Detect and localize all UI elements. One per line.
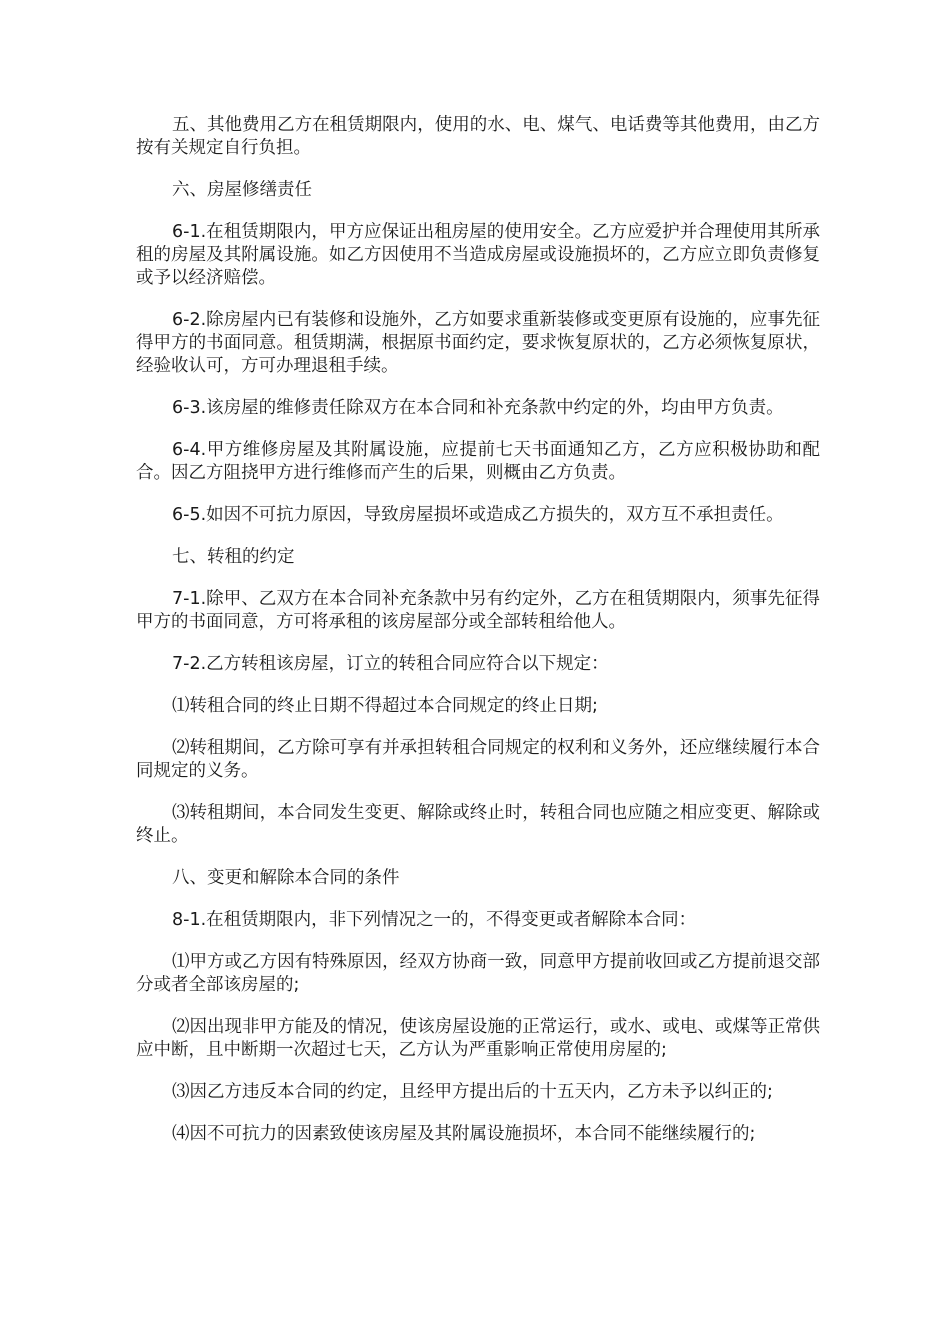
clause-8-1-item-2: ⑵因出现非甲方能及的情况，使该房屋设施的正常运行，或水、或电、或煤等正常供应中断，且中断期一次超过七天，乙方认为严重影响正常使用房屋的; xyxy=(136,1017,820,1060)
heading-change-termination: 八、变更和解除本合同的条件 xyxy=(172,868,400,888)
clause-6-3: 6-3.该房屋的维修责任除双方在本合同和补充条款中约定的外，均由甲方负责。 xyxy=(172,398,784,418)
clause-7-2: 7-2.乙方转租该房屋，订立的转租合同应符合以下规定： xyxy=(172,654,609,674)
clause-6-4: 6-4.甲方维修房屋及其附属设施，应提前七天书面通知乙方，乙方应积极协助和配合。因乙方阻挠甲方进行维修而产生的后果，则概由乙方负责。 xyxy=(136,440,820,483)
clause-7-2-item-2: ⑵转租期间，乙方除可享有并承担转租合同规定的权利和义务外，还应继续履行本合同规定的义务。 xyxy=(136,738,820,781)
clause-7-2-item-1: ⑴转租合同的终止日期不得超过本合同规定的终止日期; xyxy=(172,696,598,716)
heading-sublease: 七、转租的约定 xyxy=(172,547,295,567)
clause-6-5: 6-5.如因不可抗力原因，导致房屋损坏或造成乙方损失的，双方互不承担责任。 xyxy=(172,505,784,525)
document-body xyxy=(136,114,820,1165)
clause-8-1-item-3: ⑶因乙方违反本合同的约定，且经甲方提出后的十五天内，乙方未予以纠正的; xyxy=(172,1082,773,1102)
heading-repair-responsibility: 六、房屋修缮责任 xyxy=(172,180,312,200)
clause-8-1-item-4: ⑷因不可抗力的因素致使该房屋及其附属设施损坏，本合同不能继续履行的; xyxy=(172,1124,756,1144)
clause-6-2: 6-2.除房屋内已有装修和设施外，乙方如要求重新装修或变更原有设施的，应事先征得甲方的书面同意。租赁期满，根据原书面约定，要求恢复原状的，乙方必须恢复原状，经验收认可，方可办理退租手续。 xyxy=(136,310,820,376)
clause-7-1: 7-1.除甲、乙双方在本合同补充条款中另有约定外，乙方在租赁期限内，须事先征得甲方的书面同意，方可将承租的该房屋部分或全部转租给他人。 xyxy=(136,589,820,632)
clause-6-1: 6-1.在租赁期限内，甲方应保证出租房屋的使用安全。乙方应爱护并合理使用其所承租的房屋及其附属设施。如乙方因使用不当造成房屋或设施损坏的，乙方应立即负责修复或予以经济赔偿。 xyxy=(136,222,820,288)
clause-8-1-item-1: ⑴甲方或乙方因有特殊原因，经双方协商一致，同意甲方提前收回或乙方提前退交部分或者全部该房屋的; xyxy=(136,952,820,995)
clause-8-1: 8-1.在租赁期限内，非下列情况之一的，不得变更或者解除本合同： xyxy=(172,910,697,930)
clause-7-2-item-3: ⑶转租期间，本合同发生变更、解除或终止时，转租合同也应随之相应变更、解除或终止。 xyxy=(136,803,820,846)
paragraph-other-fees: 五、其他费用乙方在租赁期限内，使用的水、电、煤气、电话费等其他费用，由乙方按有关规定自行负担。 xyxy=(136,115,820,158)
